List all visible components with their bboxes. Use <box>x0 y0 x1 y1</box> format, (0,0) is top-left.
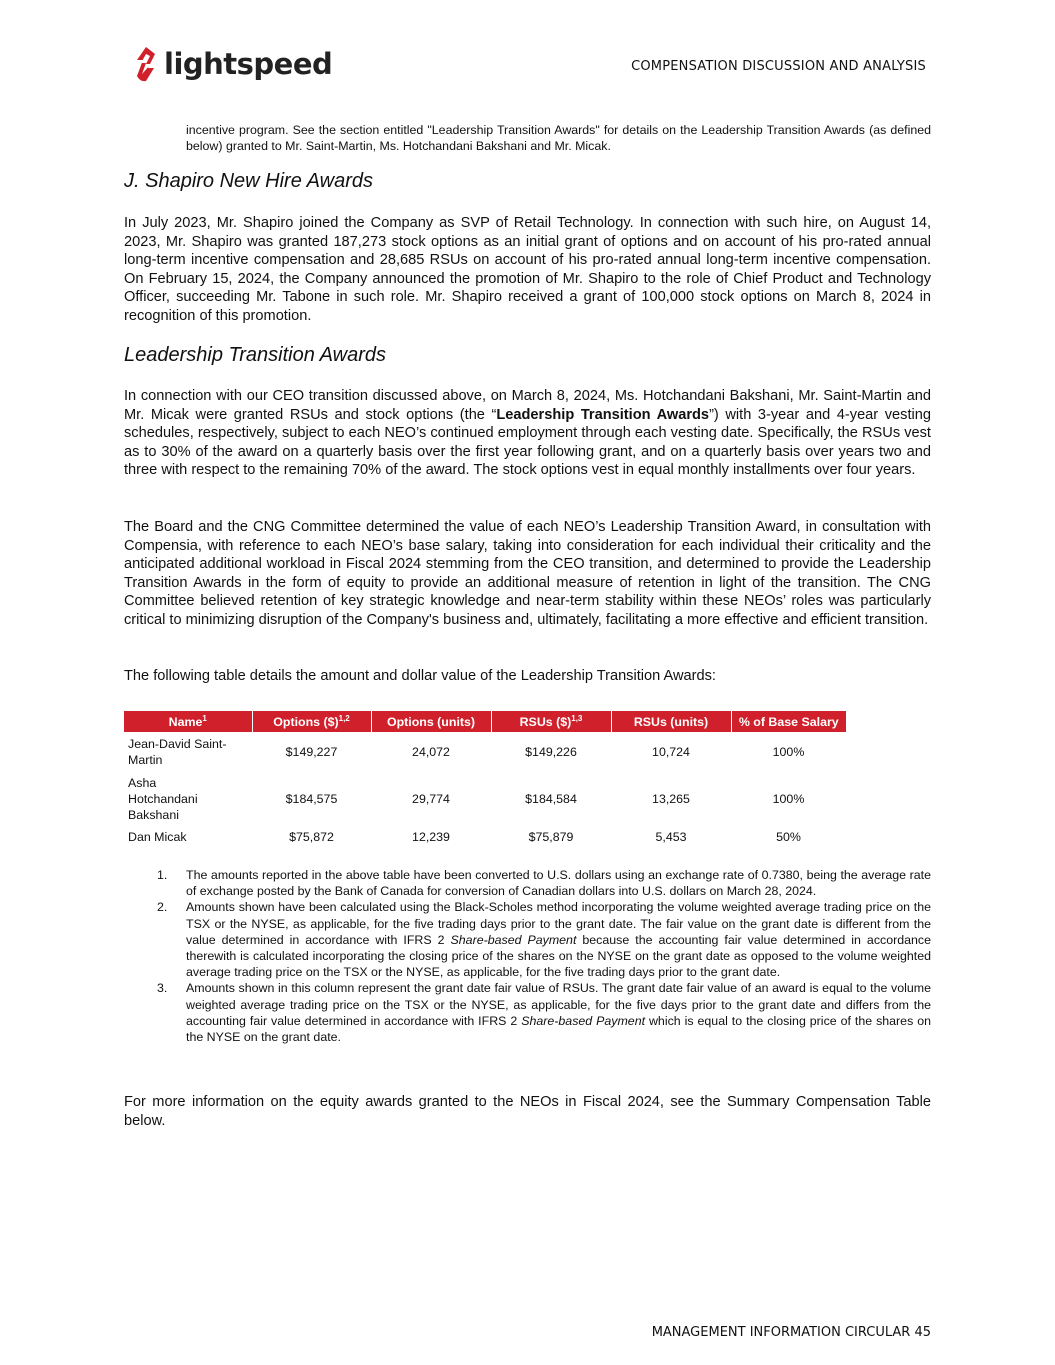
table-intro: The following table details the amount and dollar value of the Leadership Transition Awards: <box>124 668 716 684</box>
section-heading-leadership: Leadership Transition Awards <box>124 344 386 366</box>
footnote: 2. Amounts shown have been calculated using the Black-Scholes method incorporating the volume weighted average trading price on the TSX or the NYSE, as applicable, for the five trading days prior to the grant date. The fair value on the grant date is different from the value determined in accordance with IFRS 2 Share-based Payment because the accounting fair value determined in accordance therewith is calculated incorporating the closing price of the shares on the NYSE on the grant date as opposed to the volume weighted average trading price on the TSX or the NYSE, as applicable, for the five trading days prior to the grant date. <box>157 900 931 980</box>
cell-options-units: 29,774 <box>412 792 450 806</box>
closing-paragraph: For more information on the equity awards granted to the NEOs in Fiscal 2024, see the Summary Compensation Table below. <box>124 1094 931 1129</box>
cell-options-units: 24,072 <box>412 745 450 759</box>
col-header-rsus-usd: RSUs ($)$^{1,3}$ <box>491 711 611 732</box>
cell-rsus-usd: $184,584 <box>525 792 577 806</box>
cell-options-usd: $75,872 <box>289 830 334 844</box>
cell-options-usd: $149,227 <box>285 745 338 759</box>
cell-rsus-units: 10,724 <box>652 745 690 759</box>
company-logo <box>134 46 332 82</box>
shapiro-paragraph: In July 2023, Mr. Shapiro joined the Company as SVP of Retail Technology. In connection with such hire, on August 14, 2023, Mr. Shapiro was granted 187,273 stock options as an initial grant of options and on account of his pro-rated annual long-term incentive compensation and 28,685 RSUs on account of his pro-rated annual long-term incentive compensation. On February 15, 2024, the Company announced the promotion of Mr. Shapiro to the role of Chief Product and Technology Officer, succeeding Mr. Tabone in such role. Mr. Shapiro received a grant of 100,000 stock options on March 8, 2024 in recognition of this promotion. <box>124 215 931 324</box>
logo-wordmark: lightspeed <box>164 47 333 81</box>
section-heading-shapiro: J. Shapiro New Hire Awards <box>124 170 373 192</box>
table-row <box>124 826 846 848</box>
col-header-name: Name$^1$ <box>124 711 252 732</box>
footnotes <box>124 867 931 1045</box>
col-header-pct-base: % of Base Salary <box>731 711 846 732</box>
cell-pct-base: 50% <box>776 830 801 844</box>
col-header-options-usd: Options ($)$^{1,2}$ <box>252 711 371 732</box>
footnote: 3. Amounts shown in this column represent the grant date fair value of RSUs. The grant date fair value of an award is equal to the volume weighted average trading price on the TSX or the NYSE, as applicable, for the five days prior to the grant date and differs from the accounting fair value determined in accordance with IFRS 2 Share-based Payment which is equal to the closing price of the shares on the NYSE on the grant date. <box>157 981 932 1045</box>
col-header-options-units: Options (units) <box>371 711 491 732</box>
cell-name: Dan Micak <box>128 830 187 844</box>
intro-continuation: incentive program. See the section entitled "Leadership Transition Awards" for details on the Leadership Transition Awards (as defined below) granted to Mr. Saint-Martin, Ms. Hotchandani Bakshani and Mr. Micak. <box>186 123 931 153</box>
table-row <box>124 772 846 826</box>
leadership-paragraph-2: The Board and the CNG Committee determined the value of each NEO’s Leadership Transition Award, in consultation with Compensia, with reference to each NEO’s base salary, taking into consideration for each individual their criticality and the anticipated additional workload in Fiscal 2024 stemming from the CEO transition, and determined to provide the Leadership Transition Awards in the form of equity to provide an additional measure of retention in light of the transition. The CNG Committee believed retention of key strategic knowledge and near-term stability within these NEOs’ roles was particularly critical to minimizing disruption of the Company's business and, ultimately, facilitating a more effective and efficient transition. <box>124 519 931 628</box>
flame-icon <box>134 46 158 82</box>
page-footer: MANAGEMENT INFORMATION CIRCULAR 45 <box>651 1325 931 1340</box>
cell-options-units: 12,239 <box>412 830 450 844</box>
cell-pct-base: 100% <box>772 792 805 806</box>
table-header-row <box>124 711 846 732</box>
awards-table <box>124 711 846 848</box>
col-header-rsus-units: RSUs (units) <box>611 711 731 732</box>
cell-rsus-units: 5,453 <box>655 830 687 844</box>
cell-name: Asha Hotchandani Bakshani <box>128 776 198 822</box>
cell-rsus-usd: $75,879 <box>528 830 574 844</box>
section-title: COMPENSATION DISCUSSION AND ANALYSIS <box>631 59 926 74</box>
cell-rsus-units: 13,265 <box>652 792 690 806</box>
cell-rsus-usd: $149,226 <box>525 745 577 759</box>
leadership-paragraph-1: In connection with our CEO transition discussed above, on March 8, 2024, Ms. Hotchandani Bakshani, Mr. Saint-Martin and Mr. Micak were granted RSUs and stock options (the “Leadership Transition Awards”) with 3-year and 4-year vesting schedules, respectively, subject to each NEO’s continued employment through each vesting date. Specifically, the RSUs vest as to 30% of the award on a quarterly basis over the first year following grant, and on a quarterly basis over years two and three with respect to the remaining 70% of the award. The stock options vest in equal monthly installments over four years. <box>124 388 931 479</box>
cell-name: Jean-David Saint-Martin <box>128 737 227 767</box>
defined-term: Leadership Transition Awards <box>496 406 710 423</box>
table-row <box>124 732 846 772</box>
cell-options-usd: $184,575 <box>285 792 338 806</box>
footnote: 1. The amounts reported in the above table have been converted to U.S. dollars using an exchange rate of 0.7380, being the average rate of exchange posted by the Bank of Canada for conversion of Canadian dollars into U.S. dollars on March 28, 2024. <box>157 868 931 899</box>
cell-pct-base: 100% <box>772 745 805 759</box>
